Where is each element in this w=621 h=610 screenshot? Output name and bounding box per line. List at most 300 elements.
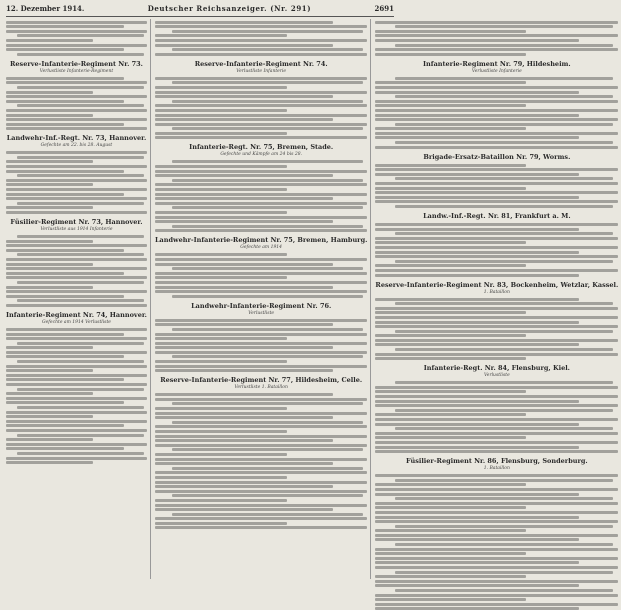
text-line xyxy=(155,21,333,24)
text-line xyxy=(172,295,363,298)
text-line xyxy=(375,269,618,272)
text-line xyxy=(172,355,363,358)
text-line xyxy=(155,439,333,442)
regiment-heading: Infanterie-Regiment Nr. 79, Hildesheim. xyxy=(423,59,571,68)
text-line xyxy=(375,104,526,107)
text-line xyxy=(155,351,367,354)
text-line xyxy=(395,95,614,98)
text-line xyxy=(6,258,147,261)
text-line xyxy=(375,200,618,203)
text-line xyxy=(155,458,367,461)
regiment-heading: Reserve-Infanterie-Regiment Nr. 74. xyxy=(194,59,328,68)
text-line xyxy=(375,196,579,199)
text-line xyxy=(375,307,618,310)
text-line xyxy=(155,276,287,279)
text-line xyxy=(6,240,93,243)
text-line xyxy=(155,290,367,293)
text-line xyxy=(395,427,614,430)
text-line xyxy=(17,156,144,159)
text-line xyxy=(17,452,144,455)
text-line xyxy=(395,177,614,180)
text-line xyxy=(6,397,147,400)
text-line xyxy=(6,415,93,418)
text-line xyxy=(395,589,614,592)
text-line xyxy=(6,48,124,51)
text-line xyxy=(375,241,526,244)
text-line xyxy=(155,165,287,168)
text-line xyxy=(375,21,618,24)
text-line xyxy=(155,407,287,410)
text-line xyxy=(155,416,333,419)
text-line xyxy=(375,598,526,601)
text-line xyxy=(155,398,367,401)
text-line xyxy=(172,81,363,84)
text-line xyxy=(155,95,333,98)
text-line xyxy=(17,174,144,177)
text-line xyxy=(155,44,333,47)
text-line xyxy=(155,197,333,200)
text-line xyxy=(375,575,526,578)
text-line xyxy=(155,425,367,428)
text-line xyxy=(17,299,144,302)
text-line xyxy=(172,225,363,228)
text-line xyxy=(375,81,526,84)
text-line xyxy=(375,538,579,541)
text-line xyxy=(6,365,147,368)
text-line xyxy=(375,441,618,444)
text-line xyxy=(375,386,618,389)
text-line xyxy=(6,383,147,386)
header-title: Deutscher Reichsanzeiger. (Nr. 291) xyxy=(147,4,312,13)
text-line xyxy=(375,400,579,403)
text-line xyxy=(375,168,618,171)
text-line xyxy=(375,298,579,301)
text-line xyxy=(155,39,367,42)
text-line xyxy=(375,353,618,356)
text-line xyxy=(375,48,618,51)
text-line xyxy=(6,457,147,460)
text-line xyxy=(375,255,618,258)
text-line xyxy=(375,246,618,249)
text-line xyxy=(155,211,287,214)
text-line xyxy=(6,369,93,372)
regiment-section xyxy=(375,21,618,74)
regiment-heading: Reserve-Infanterie-Regiment Nr. 73. xyxy=(10,59,143,68)
regiment-subheading: Gefechte am 1914 Verlustliste xyxy=(42,319,111,325)
text-line xyxy=(6,170,124,173)
regiment-section xyxy=(155,21,367,74)
text-line xyxy=(375,316,618,319)
text-line xyxy=(155,34,287,37)
text-line xyxy=(155,522,287,525)
regiment-section xyxy=(155,160,367,250)
text-line xyxy=(17,360,144,363)
text-line xyxy=(375,534,618,537)
regiment-subheading: Gefechte am 1914 xyxy=(240,245,283,251)
text-line xyxy=(155,481,367,484)
text-line xyxy=(155,258,367,261)
text-line xyxy=(17,406,144,409)
text-line xyxy=(6,30,147,33)
text-line xyxy=(172,448,363,451)
text-line xyxy=(395,381,614,384)
text-line xyxy=(375,446,579,449)
text-line xyxy=(375,474,618,477)
regiment-section xyxy=(375,77,618,161)
text-line xyxy=(155,412,367,415)
text-line xyxy=(172,30,363,33)
text-line xyxy=(375,146,618,149)
text-line xyxy=(6,443,147,446)
text-line xyxy=(395,497,614,500)
text-line xyxy=(6,160,93,163)
text-line xyxy=(375,584,579,587)
text-line xyxy=(6,461,93,464)
text-line xyxy=(375,274,579,277)
text-line xyxy=(172,402,363,405)
text-line xyxy=(375,132,618,135)
text-line xyxy=(155,286,333,289)
text-line xyxy=(6,374,147,377)
text-line xyxy=(375,339,618,342)
text-line xyxy=(375,136,579,139)
text-line xyxy=(155,360,287,363)
text-line xyxy=(6,276,147,279)
text-line xyxy=(375,436,526,439)
text-line xyxy=(172,328,363,331)
text-line xyxy=(155,453,287,456)
text-line xyxy=(17,388,144,391)
text-line xyxy=(6,91,93,94)
regiment-subheading: Verlustliste Infanterie xyxy=(471,68,522,74)
text-line xyxy=(6,123,124,126)
text-line xyxy=(375,182,618,185)
text-line xyxy=(6,249,124,252)
text-line xyxy=(155,253,287,256)
text-line xyxy=(155,193,367,196)
page-header xyxy=(6,4,394,15)
text-line xyxy=(6,127,147,130)
regiment-section xyxy=(375,223,618,295)
text-line xyxy=(155,393,333,396)
text-line xyxy=(17,253,144,256)
regiment-heading: Infanterie-Regt. Nr. 84, Flensburg, Kiel. xyxy=(423,364,570,373)
text-line xyxy=(155,53,367,56)
text-line xyxy=(155,430,287,433)
regiment-subheading: Verlustliste xyxy=(248,310,275,316)
text-line xyxy=(172,179,363,182)
text-line xyxy=(155,323,333,326)
text-line xyxy=(6,114,93,117)
text-line xyxy=(375,548,618,551)
text-line xyxy=(6,337,147,340)
text-line xyxy=(6,81,147,84)
text-line xyxy=(6,151,147,154)
text-line xyxy=(375,516,579,519)
text-line xyxy=(6,333,124,336)
text-line xyxy=(6,420,147,423)
text-line xyxy=(155,114,367,117)
text-line xyxy=(155,136,367,139)
text-line xyxy=(155,526,367,529)
text-line xyxy=(375,39,579,42)
regiment-section xyxy=(6,235,147,325)
text-line xyxy=(6,286,93,289)
text-line xyxy=(155,337,287,340)
text-line xyxy=(375,483,526,486)
text-line xyxy=(155,508,333,511)
text-line xyxy=(155,118,333,121)
text-line xyxy=(155,517,367,520)
regiment-heading: Brigade-Ersatz-Bataillon Nr. 79, Worms. xyxy=(423,152,571,161)
text-line xyxy=(395,232,614,235)
text-line xyxy=(17,235,144,238)
text-line xyxy=(155,25,367,28)
text-line xyxy=(6,263,93,266)
text-line xyxy=(155,183,367,186)
text-line xyxy=(375,418,618,421)
text-line xyxy=(375,311,526,314)
regiment-subheading: Gefechte am 22. bis 28. August xyxy=(40,143,113,149)
regiment-heading: Landwehr-Inf.-Regt. Nr. 73, Hannover. xyxy=(6,134,147,143)
text-line xyxy=(155,263,333,266)
text-line xyxy=(375,53,526,56)
text-line xyxy=(6,378,124,381)
text-line xyxy=(375,109,618,112)
regiment-subheading: Verlustliste aus 1914 Infanterie xyxy=(40,227,113,232)
text-line xyxy=(375,187,526,190)
text-line xyxy=(375,529,526,532)
regiment-section xyxy=(6,21,147,74)
text-line xyxy=(375,390,526,393)
regiment-heading: Landw.-Inf.-Regt. Nr. 81, Frankfurt a. M. xyxy=(423,212,571,220)
text-line xyxy=(375,432,618,435)
text-line xyxy=(172,100,363,103)
text-line xyxy=(155,476,287,479)
header-date: 12. Dezember 1914. xyxy=(6,4,85,13)
regiment-section xyxy=(6,77,147,149)
text-line xyxy=(375,343,579,346)
text-line xyxy=(375,30,526,33)
text-line xyxy=(155,123,367,126)
text-line xyxy=(375,594,618,597)
text-line xyxy=(375,488,618,491)
regiment-subheading: 1. Bataillon xyxy=(483,466,510,472)
text-line xyxy=(155,229,367,232)
text-line xyxy=(375,603,618,606)
text-line xyxy=(395,330,614,333)
text-line xyxy=(6,193,124,196)
text-line xyxy=(375,191,618,194)
text-line xyxy=(395,348,614,351)
text-line xyxy=(375,164,526,167)
text-line xyxy=(6,183,93,186)
text-line xyxy=(155,272,367,275)
regiment-section xyxy=(155,77,367,158)
text-line xyxy=(395,260,614,263)
text-line xyxy=(395,77,614,80)
text-line xyxy=(6,197,147,200)
text-line xyxy=(155,216,367,219)
text-line xyxy=(155,220,333,223)
text-line xyxy=(6,44,147,47)
text-line xyxy=(155,471,367,474)
text-line xyxy=(375,580,618,583)
text-line xyxy=(6,100,124,103)
text-line xyxy=(6,244,147,247)
text-line xyxy=(395,571,614,574)
text-line xyxy=(17,34,144,37)
text-line xyxy=(17,434,144,437)
text-line xyxy=(6,188,147,191)
regiment-heading: Infanterie-Regt. Nr. 75, Bremen, Stade. xyxy=(189,143,334,152)
text-line xyxy=(172,206,363,209)
regiment-section xyxy=(375,381,618,471)
regiment-subheading: Verlustliste Infanterie-Regiment xyxy=(39,68,114,74)
text-line xyxy=(6,401,124,404)
text-line xyxy=(6,438,93,441)
text-line xyxy=(375,552,526,555)
text-line xyxy=(155,485,333,488)
text-line xyxy=(6,21,147,24)
text-line xyxy=(375,223,618,226)
regiment-section xyxy=(155,253,367,315)
regiment-heading: Reserve-Infanterie-Regiment Nr. 83, Bockenheim, Wetzlar, Kassel. xyxy=(375,280,619,289)
text-line xyxy=(172,421,363,424)
text-line xyxy=(375,100,618,103)
text-line xyxy=(375,127,526,130)
regiment-heading: Füsilier-Regiment Nr. 73, Hannover. xyxy=(10,218,143,226)
text-line xyxy=(6,25,124,28)
text-line xyxy=(17,104,144,107)
text-line xyxy=(6,351,147,354)
text-line xyxy=(155,346,333,349)
text-line xyxy=(155,490,367,493)
text-line xyxy=(6,179,147,182)
text-line xyxy=(375,114,579,117)
text-line xyxy=(375,264,526,267)
text-line xyxy=(155,319,367,322)
text-line xyxy=(6,77,124,80)
text-line xyxy=(375,413,526,416)
regiment-section xyxy=(6,151,147,232)
text-line xyxy=(375,561,579,564)
text-line xyxy=(155,333,367,336)
column-3 xyxy=(375,19,621,579)
text-line xyxy=(155,109,287,112)
text-line xyxy=(155,342,367,345)
text-line xyxy=(375,395,618,398)
text-line xyxy=(375,321,579,324)
text-line xyxy=(17,86,144,89)
text-line xyxy=(6,290,147,293)
text-line xyxy=(155,77,367,80)
text-line xyxy=(155,365,367,368)
regiment-subheading: 1. Bataillon xyxy=(483,289,510,295)
text-line xyxy=(155,170,367,173)
text-line xyxy=(6,109,147,112)
text-line xyxy=(6,392,93,395)
regiment-subheading: Verlustliste 1. Bataillon xyxy=(234,385,288,391)
text-line xyxy=(155,174,333,177)
regiment-subheading: Verlustliste Infanterie xyxy=(236,68,287,74)
text-line xyxy=(375,520,618,523)
text-line xyxy=(375,325,618,328)
text-line xyxy=(17,202,144,205)
text-line xyxy=(375,118,618,121)
text-line xyxy=(172,267,363,270)
text-line xyxy=(172,160,363,163)
text-line xyxy=(155,91,367,94)
text-line xyxy=(395,205,614,208)
text-line xyxy=(395,409,614,412)
text-line xyxy=(6,206,93,209)
regiment-heading: Landwehr-Infanterie-Regiment Nr. 75, Bremen, Hamburg. xyxy=(154,236,368,245)
text-line xyxy=(395,25,614,28)
text-line xyxy=(375,506,526,509)
text-line xyxy=(6,424,124,427)
text-line xyxy=(155,504,367,507)
text-line xyxy=(6,211,147,214)
column-1 xyxy=(6,19,151,579)
text-line xyxy=(375,251,579,254)
text-line xyxy=(6,447,124,450)
regiment-section xyxy=(375,164,618,220)
text-line xyxy=(375,237,618,240)
text-line xyxy=(172,494,363,497)
text-line xyxy=(375,334,526,337)
text-line xyxy=(6,429,147,432)
text-line xyxy=(395,525,614,528)
text-line xyxy=(155,499,287,502)
text-line xyxy=(155,369,333,372)
text-line xyxy=(375,34,618,37)
text-line xyxy=(17,281,144,284)
text-line xyxy=(6,165,147,168)
text-line xyxy=(155,188,287,191)
text-line xyxy=(155,444,367,447)
text-line xyxy=(375,566,618,569)
text-line xyxy=(17,342,144,345)
text-line xyxy=(155,202,367,205)
regiment-heading: Infanterie-Regiment Nr. 74, Hannover. xyxy=(6,310,147,319)
text-line xyxy=(155,104,367,107)
regiment-heading: Füsilier-Regiment Nr. 86, Flensburg, Sonderburg. xyxy=(405,457,588,466)
text-line xyxy=(155,462,333,465)
text-line xyxy=(6,267,147,270)
text-line xyxy=(395,479,614,482)
column-2 xyxy=(155,19,371,579)
text-line xyxy=(375,357,526,360)
regiment-subheading: Verlustliste xyxy=(483,373,510,379)
text-line xyxy=(395,123,614,126)
text-line xyxy=(375,404,618,407)
text-line xyxy=(6,272,124,275)
text-line xyxy=(6,295,124,298)
text-line xyxy=(172,48,363,51)
text-line xyxy=(155,132,287,135)
text-line xyxy=(172,127,363,130)
text-line xyxy=(172,513,363,516)
text-line xyxy=(395,302,614,305)
text-line xyxy=(375,493,579,496)
text-line xyxy=(6,39,93,42)
text-line xyxy=(375,86,618,89)
text-line xyxy=(155,435,367,438)
header-rule xyxy=(6,16,394,17)
text-line xyxy=(6,304,147,307)
text-line xyxy=(375,228,579,231)
